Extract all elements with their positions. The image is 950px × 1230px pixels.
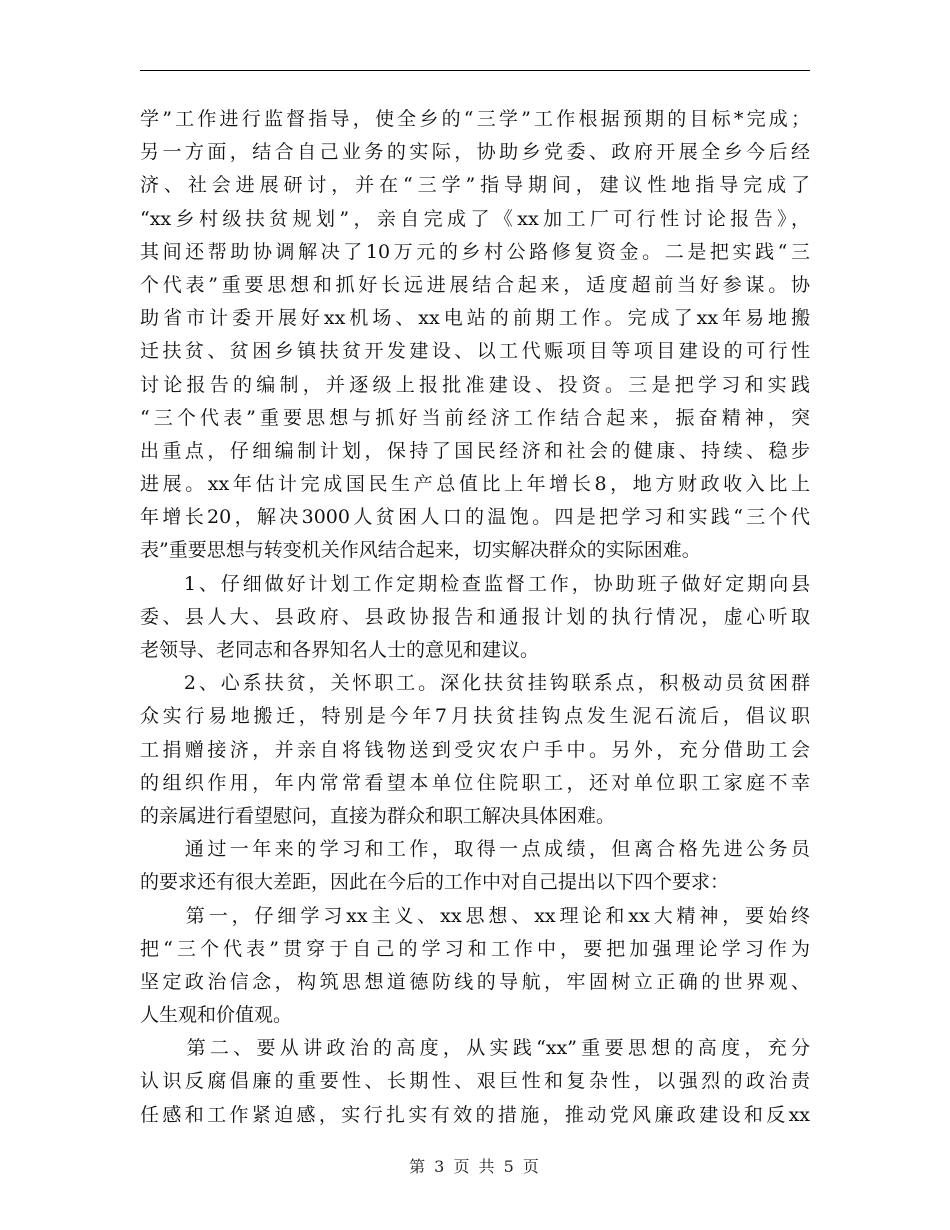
text-line: 任感和工作紧迫感，实行扎实有效的措施，推动党风廉政建设和反xx: [140, 1103, 810, 1126]
text-line: 认识反腐倡廉的重要性、长期性、艰巨性和复杂性，以强烈的政治责: [140, 1070, 810, 1093]
text-line: 助省市计委开展好xx机场、xx电站的前期工作。完成了xx年易地搬: [140, 307, 810, 330]
page-number: 第 3 页 共 5 页: [409, 1157, 541, 1176]
text-line: 迁扶贫、贫困乡镇扶贫开发建设、以工代赈项目等项目建设的可行性: [140, 340, 810, 363]
text-line: 的组织作用，年内常常看望本单位住院职工，还对单位职工家庭不幸: [140, 771, 810, 794]
header-rule: [140, 70, 810, 71]
text-line: 学”工作进行监督指导，使全乡的“三学”工作根据预期的目标*完成；: [140, 108, 810, 130]
text-line: 其间还帮助协调解决了10万元的乡村公路修复资金。二是把实践“三: [140, 240, 810, 263]
text-line: 另一方面，结合自己业务的实际，协助乡党委、政府开展全乡今后经: [140, 141, 810, 164]
text-line: 的要求还有很大差距，因此在今后的工作中对自己提出以下四个要求：: [140, 871, 730, 894]
text-line: 进展。xx年估计完成国民生产总值比上年增长8，地方财政收入比上: [140, 473, 810, 496]
text-line: 1、仔细做好计划工作定期检查监督工作，协助班子做好定期向县: [140, 572, 810, 595]
text-line: 通过一年来的学习和工作，取得一点成绩，但离合格先进公务员: [140, 838, 810, 861]
text-line: 委、县人大、县政府、县政协报告和通报计划的执行情况，虚心听取: [140, 605, 810, 628]
text-line: 坚定政治信念，构筑思想道德防线的导航，牢固树立正确的世界观、: [140, 970, 810, 993]
text-line: 表”重要思想与转变机关作风结合起来，切实解决群众的实际困难。: [140, 539, 701, 562]
text-line: 2、心系扶贫，关怀职工。深化扶贫挂钩联系点，积极动员贫困群: [140, 672, 810, 695]
text-line: 人生观和价值观。: [140, 1004, 293, 1027]
text-line: 第一，仔细学习xx主义、xx思想、xx理论和xx大精神，要始终: [140, 904, 810, 927]
text-line: 工捐赠接济，并亲自将钱物送到受灾农户手中。另外，充分借助工会: [140, 738, 810, 761]
text-line: “xx乡村级扶贫规划”，亲自完成了《xx加工厂可行性讨论报告》，: [140, 207, 810, 230]
text-line: 老领导、老同志和各界知名人士的意见和建议。: [140, 639, 540, 661]
text-line: 讨论报告的编制，并逐级上报批准建设、投资。三是把学习和实践: [140, 373, 810, 396]
text-line: 出重点，仔细编制计划，保持了国民经济和社会的健康、持续、稳步: [140, 439, 810, 462]
text-line: 年增长20，解决3000人贫困人口的温饱。四是把学习和实践“三个代: [140, 506, 810, 529]
text-line: 众实行易地搬迁，特别是今年7月扶贫挂钩点发生泥石流后，倡议职: [140, 705, 810, 728]
text-line: 个代表”重要思想和抓好长远进展结合起来，适度超前当好参谋。协: [140, 273, 810, 296]
text-line: “三个代表”重要思想与抓好当前经济工作结合起来，振奋精神，突: [140, 406, 810, 429]
document-body: [140, 103, 810, 1132]
text-line: 第二、要从讲政治的高度，从实践“xx”重要思想的高度，充分: [140, 1037, 810, 1060]
text-line: 把“三个代表”贯穿于自己的学习和工作中，要把加强理论学习作为: [140, 937, 810, 960]
text-line: 的亲属进行看望慰问，直接为群众和职工解决具体困难。: [140, 804, 616, 827]
text-line: 济、社会进展研讨，并在“三学”指导期间，建议性地指导完成了: [140, 174, 810, 197]
